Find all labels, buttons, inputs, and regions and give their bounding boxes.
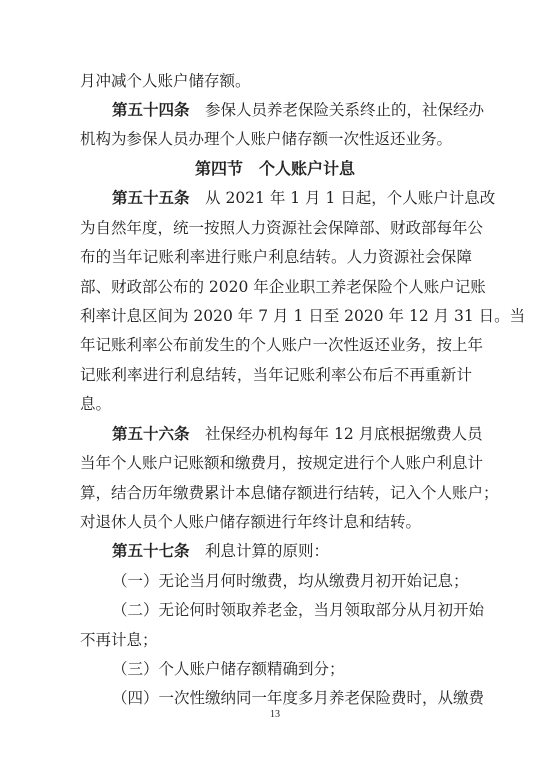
section-title: 第四节 个人账户计息 — [194, 159, 355, 178]
text-line: 当年个人账户记账额和缴费月，按规定进行个人账户利息计 — [80, 454, 484, 472]
article-heading: 第五十四条 — [112, 101, 190, 119]
text: 利息计算的原则： — [205, 542, 330, 560]
text-line: 算，结合历年缴费累计本息储存额进行结转，记入个人账户； — [80, 484, 499, 502]
text: 从 2021 年 1 月 1 日起，个人账户计息改 — [205, 189, 496, 207]
text: 参保人员养老保险关系终止的，社保经办 — [205, 101, 485, 119]
text-line: 记账利率进行利息结转，当年记账利率公布后不再重新计 — [80, 366, 472, 384]
article-54-line-1 — [112, 100, 485, 120]
text-line: 息。 — [80, 395, 112, 413]
text-line: 布的当年记账利率进行账户利息结转。人力资源社会保障 — [80, 248, 472, 266]
text-line: 不再计息； — [80, 631, 158, 649]
text-line: 机构为参保人员办理个人账户储存额一次性返还业务。 — [80, 130, 453, 148]
list-item: （二）无论何时领取养老金，当月领取部分从月初开始 — [112, 601, 485, 619]
article-56-line-1 — [112, 424, 483, 444]
article-57-line-1 — [112, 541, 472, 561]
text-line: 利率计息区间为 2020 年 7 月 1 日至 2020 年 12 月 31 日。当 — [80, 307, 526, 325]
article-55-line-1 — [112, 188, 496, 208]
text: 社保经办机构每年 12 月底根据缴费人员 — [205, 425, 483, 443]
text-line: 对退休人员个人账户储存额进行年终计息和结转。 — [80, 513, 422, 531]
article-heading: 第五十七条 — [112, 542, 190, 560]
article-heading: 第五十六条 — [112, 425, 190, 443]
article-heading: 第五十五条 — [112, 189, 190, 207]
list-item: （三）个人账户储存额精确到分； — [112, 660, 345, 678]
text-line: 部、财政部公布的 2020 年企业职工养老保险个人账户记账 — [80, 278, 486, 296]
page-number: 13 — [270, 709, 280, 720]
text-line: 月冲减个人账户储存额。 — [80, 72, 251, 90]
text-line: 年记账利率公布前发生的个人账户一次性返还业务，按上年 — [80, 336, 484, 354]
list-item: （四）一次性缴纳同一年度多月养老保险费时，从缴费 — [112, 689, 485, 707]
text-line: 为自然年度，统一按照人力资源社会保障部、财政部每年公 — [80, 219, 484, 237]
list-item: （一）无论当月何时缴费，均从缴费月初开始记息； — [112, 572, 469, 590]
